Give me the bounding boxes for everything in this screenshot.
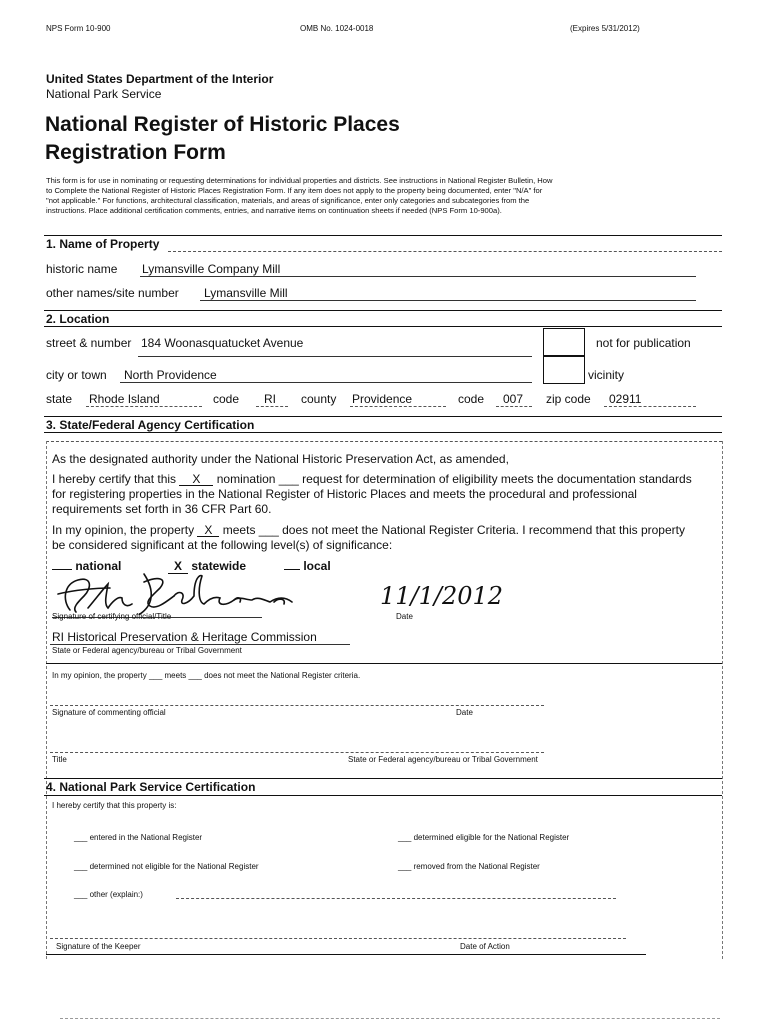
divider [168, 251, 722, 252]
state-code-label: code [213, 392, 240, 406]
agency-field[interactable]: RI Historical Preservation & Heritage Commission [52, 630, 317, 644]
zip-field[interactable]: 02911 [609, 392, 642, 406]
other-option[interactable]: ___ other (explain:) [74, 890, 143, 899]
instructions-line: to Complete the National Register of Historic Places Registration Form. If any item does not apply to the property being documented, enter "N/A" for [46, 186, 543, 195]
service: National Park Service [46, 87, 162, 101]
title-caption: Title [52, 755, 67, 764]
not-eligible-option[interactable]: ___ determined not eligible for the National Register [74, 862, 259, 871]
opinion-rest: meets ___ does not meet the National Register Criteria. I recommend that this property [222, 523, 685, 537]
other-explain-line [176, 898, 616, 899]
field-underline [86, 406, 202, 407]
county-label: county [301, 392, 337, 406]
instructions [46, 176, 722, 216]
not-for-publication-checkbox[interactable] [543, 328, 585, 356]
section4-heading: 4. National Park Service Certification [46, 780, 256, 794]
action-date-caption: Date of Action [460, 942, 510, 951]
eligible-option[interactable]: ___ determined eligible for the National Register [398, 833, 570, 842]
department: United States Department of the Interior [46, 72, 274, 86]
form-number: NPS Form 10-900 [46, 24, 111, 33]
signature-caption: Signature of certifying official/Title [52, 612, 172, 621]
divider [44, 778, 722, 779]
authority-text: As the designated authority under the National Historic Preservation Act, as amended, [52, 452, 509, 466]
level-statewide-mark: X [173, 559, 182, 573]
certify-rest: nomination ___ request for determination of eligibility meets the documentation standards [216, 472, 692, 486]
cert-box-top [46, 441, 722, 442]
city-field[interactable]: North Providence [124, 368, 217, 382]
agency-caption: State or Federal agency/bureau or Tribal Government [52, 646, 242, 655]
title-line [50, 752, 544, 753]
date-caption: Date [396, 612, 413, 621]
divider [46, 663, 722, 664]
keeper-signature-line [50, 938, 626, 939]
state-code-field[interactable]: RI [264, 392, 276, 406]
section2-heading: 2. Location [46, 312, 110, 326]
state-fed-caption: State or Federal agency/bureau or Tribal Government [348, 755, 538, 764]
opinion-line2: be considered significant at the following level(s) of significance: [52, 538, 393, 552]
comment-signature-line [50, 705, 544, 706]
omb-number: OMB No. 1024-0018 [300, 24, 374, 33]
county-field[interactable]: Providence [352, 392, 413, 406]
section3-heading: 3. State/Federal Agency Certification [46, 418, 255, 432]
street-field[interactable]: 184 Woonasquatucket Avenue [141, 336, 304, 350]
comment-date-caption: Date [456, 708, 473, 717]
divider [44, 432, 722, 433]
divider [44, 795, 722, 796]
nomination-checkbox[interactable] [179, 473, 213, 486]
certify-line2: for registering properties in the National Register of Historic Places and meets the procedural and professional [52, 487, 637, 501]
opinion-prefix: In my opinion, the property [52, 523, 195, 537]
vicinity-checkbox[interactable] [543, 356, 585, 384]
field-underline [120, 382, 532, 383]
other-names-label: other names/site number [46, 286, 179, 300]
comment-signature-caption: Signature of commenting official [52, 708, 166, 717]
instructions-line: "not applicable." For functions, architectural classification, materials, and areas of significance, enter only categories and subcategories from the [46, 196, 530, 205]
section1-heading: 1. Name of Property [46, 237, 160, 251]
signature-date-text: 11/1/2012 [380, 582, 504, 610]
other-names-field[interactable]: Lymansville Mill [204, 286, 288, 300]
certify-prefix: I hereby certify that this [52, 472, 177, 486]
state-label: state [46, 392, 73, 406]
field-underline [604, 406, 696, 407]
field-underline [200, 300, 696, 301]
field-underline [496, 406, 532, 407]
street-label: street & number [46, 336, 132, 350]
level-statewide-label: statewide [191, 559, 247, 573]
field-underline [256, 406, 288, 407]
historic-name-field[interactable]: Lymansville Company Mill [142, 262, 281, 276]
field-underline [140, 276, 696, 277]
historic-name-label: historic name [46, 262, 118, 276]
entered-option[interactable]: ___ entered in the National Register [74, 833, 203, 842]
removed-option[interactable]: ___ removed from the National Register [398, 862, 540, 871]
county-code-field[interactable]: 007 [503, 392, 524, 406]
comment-opinion: In my opinion, the property ___ meets ___ does not meet the National Register criteria. [52, 671, 361, 680]
scan-artifact [60, 1018, 720, 1019]
certify-line [52, 472, 692, 486]
city-label: city or town [46, 368, 107, 382]
nps-intro: I hereby certify that this property is: [52, 801, 177, 810]
divider [44, 235, 722, 236]
divider [44, 326, 722, 327]
field-underline [138, 356, 532, 357]
cert-box-left [46, 441, 47, 959]
vicinity-label: vicinity [588, 368, 625, 382]
form-title-line1: National Register of Historic Places [45, 113, 400, 136]
instructions-line: instructions. Place additional certification comments, entries, and narrative items on continuation sheets if needed (NPS Form 10-900a). [46, 206, 502, 215]
keeper-caption: Signature of the Keeper [56, 942, 141, 951]
signature-date [380, 582, 503, 610]
instructions-line: This form is for use in nominating or requesting determinations for individual properties and districts. See instructions in National Register Bulletin, How [46, 176, 553, 185]
agency-underline [50, 644, 350, 645]
not-for-publication-label: not for publication [596, 336, 691, 350]
expiration-date: (Expires 5/31/2012) [570, 24, 640, 33]
level-local-label: local [303, 559, 331, 573]
state-field[interactable]: Rhode Island [89, 392, 160, 406]
form-title-line2: Registration Form [45, 141, 226, 164]
opinion-line [52, 523, 685, 537]
meets-checkbox[interactable] [197, 524, 219, 537]
certify-line3: requirements set forth in 36 CFR Part 60. [52, 502, 272, 516]
cert-box-right [722, 441, 723, 959]
county-code-label: code [458, 392, 485, 406]
nomination-mark: X [192, 472, 201, 486]
field-underline [350, 406, 446, 407]
divider [44, 310, 722, 311]
divider [44, 416, 722, 417]
zip-label: zip code [546, 392, 591, 406]
level-national-label: national [75, 559, 122, 573]
meets-mark: X [204, 523, 213, 537]
divider [46, 954, 646, 955]
